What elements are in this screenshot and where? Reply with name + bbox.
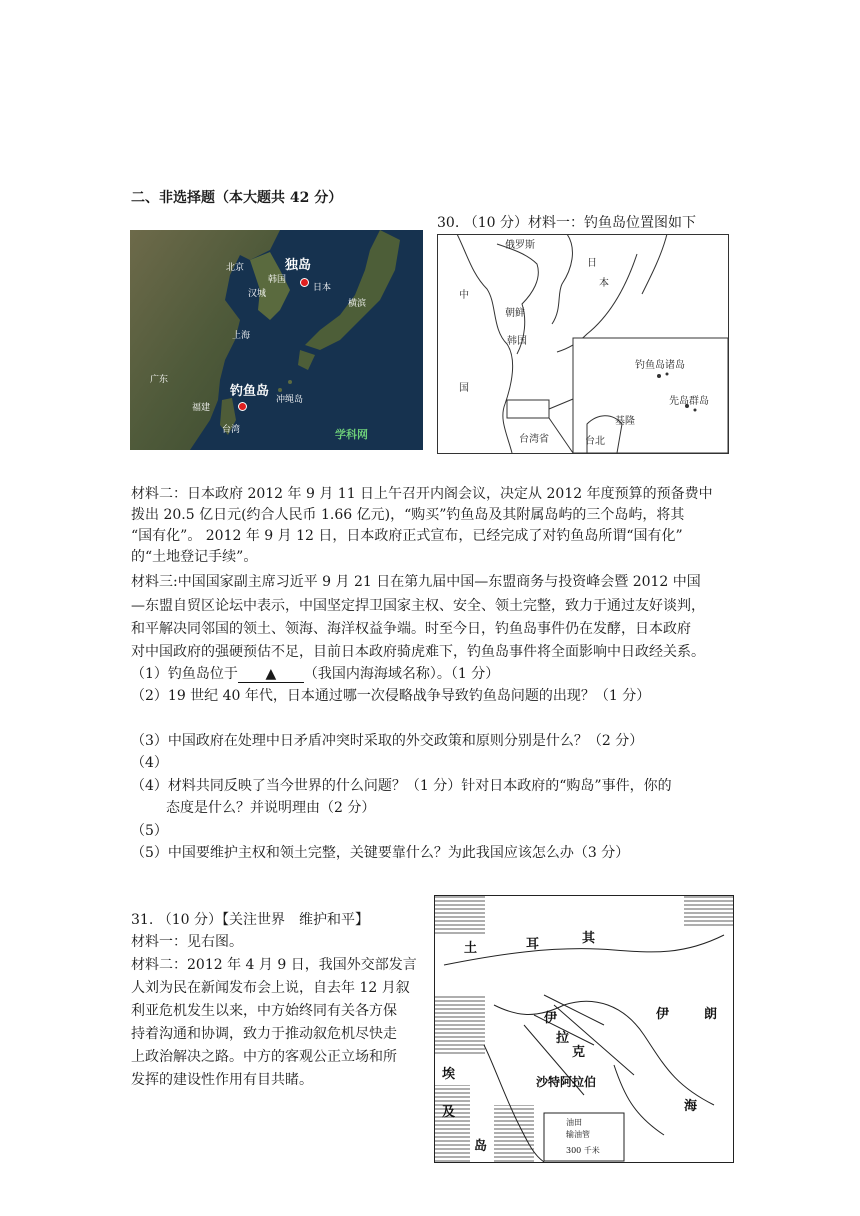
japan-label-ri: 日	[587, 258, 597, 269]
satellite-map	[130, 230, 423, 450]
sakishima-label: 先岛群岛	[669, 396, 709, 407]
answer-blank[interactable]: ▲	[238, 666, 304, 683]
middle-east-map	[434, 895, 734, 1163]
question-2: （2）19 世纪 40 年代，日本通过哪一次侵略战争导致钓鱼岛问题的出现？（1 分）	[131, 688, 651, 704]
question-1-suffix: （我国内海海域名称）。（1 分）	[303, 666, 500, 682]
beijing-label: 北京	[226, 263, 245, 273]
japan-label: 日本	[313, 283, 332, 293]
okinawa-label: 冲绳岛	[276, 395, 304, 405]
material3-line-3: 和平解决同邻国的领土、领海、海洋权益争端。时至今日，钓鱼岛事件仍在发酵，日本政府	[131, 621, 691, 637]
q31-line-8: 发挥的建设性作用有目共睹。	[131, 1072, 313, 1088]
diaoyu-marker	[238, 402, 247, 411]
material2-line-1: 材料二：日本政府 2012 年 9 月 11 日上午召开内阁会议，决定从 2012 年度预算的预备费中	[131, 486, 713, 502]
diaoyu-label: 钓鱼岛	[230, 384, 270, 399]
keelung-label: 基隆	[615, 416, 635, 427]
shanghai-label: 上海	[232, 331, 251, 341]
saudi-label: 沙特阿拉伯	[536, 1075, 597, 1089]
material3-line-4: 对中国政府的强硬预估不足，目前日本政府骑虎难下，钓鱼岛事件将全面影响中日政经关系。	[131, 644, 705, 660]
fujian-label: 福建	[192, 403, 211, 413]
section-title: 二、非选择题（本大题共 42 分）	[131, 190, 343, 206]
iran-label-lang: 朗	[704, 1007, 718, 1022]
question-1-prefix: （1）钓鱼岛位于	[131, 666, 238, 682]
satellite-map-terrain	[130, 230, 423, 450]
question-3: （3）中国政府在处理中日矛盾冲突时采取的外交政策和原则分别是什么？（2 分）	[131, 733, 644, 749]
dokdo-label: 独岛	[285, 258, 312, 273]
outline-map-east-asia-shapes	[437, 234, 729, 454]
iraq-label-ke: 克	[572, 1045, 586, 1060]
taiwan-province-label: 台湾省	[519, 434, 549, 445]
watermark: 学科网	[335, 428, 368, 441]
outline-map-east-asia	[437, 234, 729, 454]
iran-label-yi: 伊	[656, 1007, 670, 1022]
seoul-label: 汉城	[248, 289, 267, 299]
material2-line-4: 的“土地登记手续”。	[131, 549, 258, 565]
legend-oilfield: 油田	[566, 1118, 582, 1127]
q31-heading: 31. （10 分）【关注世界 维护和平】	[131, 912, 369, 928]
tokyo-label: 横滨	[348, 299, 367, 309]
turkey-label-tu: 土	[464, 941, 478, 956]
turkey-label-er: 耳	[526, 937, 540, 952]
iraq-label-yi: 伊	[544, 1011, 558, 1026]
china-label-zhong: 中	[459, 290, 469, 301]
dokdo-marker	[300, 278, 309, 287]
material3-line-1: 材料三:中国国家副主席习近平 9 月 21 日在第九届中国—东盟商务与投资峰会暨 2012 中国	[131, 574, 701, 590]
q31-line-7: 上政治解决之路。中方的客观公正立场和所	[131, 1049, 397, 1065]
china-label-guo: 国	[459, 383, 469, 394]
q31-line-6: 持着沟通和协调，致力于推动叙危机尽快走	[131, 1026, 397, 1042]
question-4-continued: 态度是什么？并说明理由（2 分）	[166, 800, 376, 816]
material3-line-2: —东盟自贸区论坛中表示，中国坚定捍卫国家主权、安全、领土完整，致力于通过友好谈判，	[131, 598, 705, 614]
iraq-label-la: 拉	[556, 1031, 570, 1046]
gulf-label-hai: 海	[684, 1099, 698, 1114]
question-4-placeholder: （4）	[131, 755, 168, 771]
question-5-placeholder: （5）	[131, 823, 168, 839]
q31-line-3: 材料二：2012 年 4 月 9 日，我国外交部发言	[131, 957, 417, 973]
legend-pipeline: 输油管	[566, 1130, 590, 1139]
q30-heading: 30. （10 分）材料一：钓鱼岛位置图如下	[437, 215, 696, 231]
legend-scale: 300 千米	[566, 1146, 600, 1155]
taipei-label: 台北	[585, 436, 605, 447]
question-5: （5）中国要维护主权和领土完整，关键要靠什么？为此我国应该怎么办（3 分）	[131, 845, 630, 861]
material2-line-2: 拨出 20.5 亿日元(约合人民币 1.66 亿元)，“购买”钓鱼岛及其附属岛屿的三个岛屿，将其	[131, 507, 685, 523]
q31-line-5: 利亚危机发生以来，中方始终同有关各方保	[131, 1003, 397, 1019]
egypt-label-ji: 及	[442, 1105, 456, 1120]
japan-label-ben: 本	[599, 278, 609, 289]
egypt-label-ai: 埃	[442, 1067, 456, 1082]
korea-label-outline: 韩国	[507, 336, 527, 347]
q31-line-4: 人刘为民在新闻发布会上说，自去年 12 月叙	[131, 980, 410, 996]
question-1	[131, 664, 499, 685]
russia-label: 俄罗斯	[505, 240, 535, 251]
chaoxian-label: 朝鲜	[505, 308, 525, 319]
guangdong-label: 广东	[150, 375, 169, 385]
diaoyu-islands-label: 钓鱼岛诸岛	[635, 360, 685, 371]
question-4: （4）材料共同反映了当今世界的什么问题？（1 分）针对日本政府的“购岛”事件，你的	[131, 778, 672, 794]
sinai-label-dao: 岛	[474, 1139, 488, 1154]
turkey-label-qi: 其	[582, 931, 596, 946]
material2-line-3: “国有化”。 2012 年 9 月 12 日，日本政府正式宣布，已经完成了对钓鱼岛所谓“国有化”	[131, 528, 683, 544]
q31-line-2: 材料一：见右图。	[131, 934, 243, 950]
korea-label: 韩国	[268, 275, 287, 285]
taiwan-label: 台湾	[222, 425, 241, 435]
